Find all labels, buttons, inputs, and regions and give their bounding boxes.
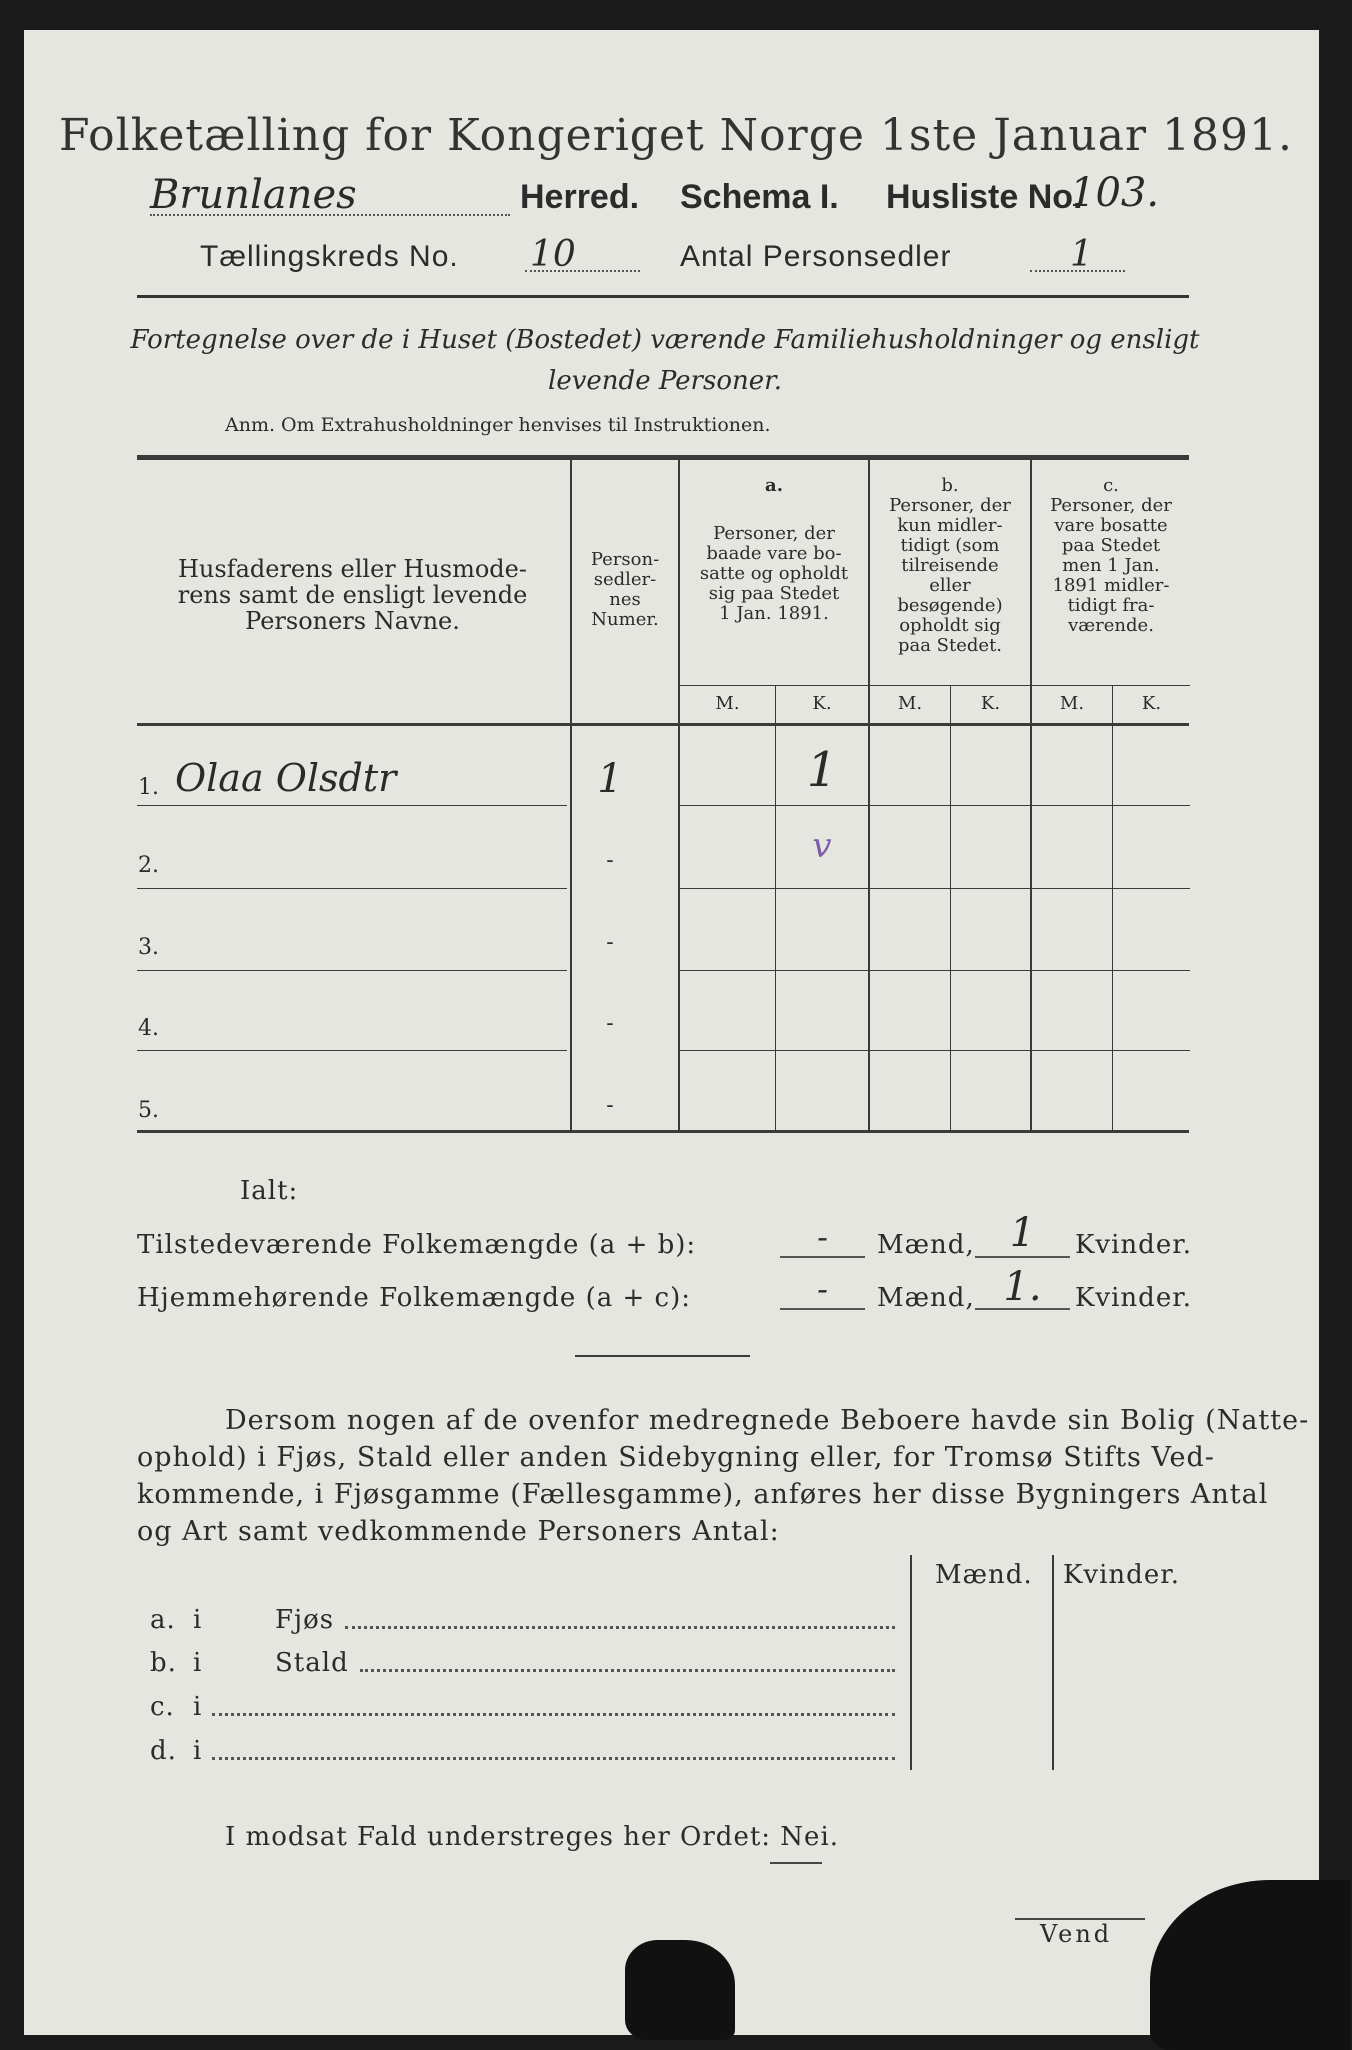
header-sedler-l2: sedler- [593,569,657,590]
tilstede-kvinder-value: 1 [1009,1210,1036,1256]
tellingskreds-value: 10 [530,234,576,275]
mk-rule [680,685,1190,686]
paragraph-l3: kommende, i Fjøsgamme (Fællesgamme), anføres her disse Bygningers Antal [137,1479,1269,1510]
col-divider-names [570,460,572,1130]
header-b-l1: Personer, der [889,495,1011,516]
row-4-sedler: - [606,1011,614,1036]
building-a-label: Fjøs [275,1605,335,1635]
buildings-maend-header: Mænd. [935,1560,1033,1590]
tilstede-kvinder-label: Kvinder. [1075,1230,1193,1260]
header-sedler-l1: Person- [590,549,660,570]
section-divider [575,1355,750,1357]
header-names-l3: Personers Navne. [245,607,460,635]
row-3-num: 3. [138,935,159,960]
mk-a-k: K. [812,693,832,714]
husliste-label: Husliste No. [886,178,1083,216]
table-bottom-rule [137,1130,1189,1133]
buildings-kvinder-header: Kvinder. [1063,1560,1181,1590]
header-names-l1: Husfaderens eller Husmode- [178,555,527,583]
form-title: Folketælling for Kongeriget Norge 1ste Januar 1891. [59,110,1293,161]
hjemme-kvinder-label: Kvinder. [1075,1283,1193,1313]
mk-c-k: K. [1141,693,1162,714]
row-1-sedler: 1 [597,756,623,802]
row-3-rule-right [680,970,1190,971]
header-c-l5: 1891 midler- [1052,575,1170,596]
building-b-dots [360,1669,895,1672]
header-c-l2: vare bosatte [1054,515,1168,536]
header-b-l5: eller [929,575,971,596]
ialt-label: Ialt: [240,1176,299,1206]
header-b-l3: tidigt (som [900,535,1000,556]
hjemme-label: Hjemmehørende Folkemængde (a + c): [137,1283,691,1313]
building-c-dots [212,1713,895,1716]
header-sedler-l3: nes [609,589,641,610]
mk-b-m: M. [897,693,923,714]
hjemme-kvinder-line [975,1308,1070,1310]
header-b-l4: tilreisende [901,555,999,576]
row-2-num: 2. [138,853,159,878]
header-rule [137,295,1189,298]
header-b-l6: besøgende) [897,595,1003,616]
mk-c-m: M. [1059,693,1085,714]
header-a-l1: Personer, der [713,523,835,544]
header-c [1032,476,1190,636]
row-1-rule-right [680,805,1190,806]
nei-underline [770,1862,822,1864]
header-c-l1: Personer, der [1050,495,1172,516]
row-5-sedler: - [606,1093,614,1118]
building-a-letter: a. [150,1605,176,1635]
tilstede-label: Tilstedeværende Folkemængde (a + b): [137,1230,697,1260]
building-b-label: Stald [275,1648,349,1678]
header-b-l7: opholdt sig [899,615,1001,636]
antal-label: Antal Personsedler [680,240,952,273]
vend-text: Vend [1040,1920,1113,1948]
header-c-letter: c. [1103,475,1119,496]
row-4-rule-right [680,1050,1190,1051]
modsat-text: I modsat Fald understreges her Ordet: Nei. [225,1822,840,1852]
tilstede-maend-line [780,1256,865,1258]
header-c-l4: men 1 Jan. [1062,555,1160,576]
husliste-value: 103. [1070,170,1160,216]
building-d-dots [212,1757,895,1760]
hjemme-maend-value: - [817,1270,828,1308]
row-2-a-k: v [812,826,832,866]
building-c-i: i [193,1692,203,1722]
row-1-rule [137,805,567,806]
intro-line1: Fortegnelse over de i Huset (Bostedet) værende Familiehusholdninger og ensligt [130,325,1200,355]
building-c-letter: c. [150,1692,175,1722]
row-5-num: 5. [138,1098,159,1123]
header-c-l6: tidigt fra- [1067,595,1155,616]
building-a-i: i [193,1605,203,1635]
row-1-name: Olaa Olsdtr [175,756,397,800]
row-4-num: 4. [138,1016,159,1041]
herred-dotline [150,214,510,216]
header-c-l7: værende. [1068,615,1154,636]
row-3-rule [137,970,567,971]
header-a [680,524,868,624]
row-4-rule [137,1050,567,1051]
herred-label: Herred. [520,178,640,216]
col-divider-b-mk [950,685,951,1130]
header-a-letter: a. [765,475,783,496]
header-a-l3: satte og opholdt [699,563,849,584]
header-sedler-l4: Numer. [591,609,659,630]
row-1-a-k: 1 [806,742,838,798]
hjemme-maend-line [780,1308,865,1310]
antal-value: 1 [1070,234,1093,275]
header-c-l3: paa Stedet [1061,535,1161,556]
building-a-dots [345,1626,895,1629]
buildings-col-divider-1 [910,1555,912,1770]
header-a-l2: baade vare bo- [706,543,842,564]
header-a-l5: 1 Jan. 1891. [719,603,829,624]
header-b-l8: paa Stedet. [897,635,1003,656]
header-names [140,556,565,634]
header-b-letter: b. [941,475,959,496]
mk-b-k: K. [980,693,1001,714]
hjemme-kvinder-value: 1. [1003,1264,1042,1310]
header-b-l2: kun midler- [897,515,1003,536]
antal-dotline [1030,270,1125,272]
building-b-letter: b. [150,1648,177,1678]
header-b [870,476,1030,656]
tellingskreds-dotline [525,270,640,272]
row-2-rule-right [680,888,1190,889]
row-3-sedler: - [606,930,614,955]
building-b-i: i [193,1648,203,1678]
header-a-l4: sig paa Stedet [708,583,840,604]
header-sedler [575,550,675,630]
col-divider-c-mk [1112,685,1113,1130]
row-2-rule [137,888,567,889]
hjemme-maend-label: Mænd, [877,1283,975,1313]
paragraph-l2: ophold) i Fjøs, Stald eller anden Sidebygning eller, for Tromsø Stifts Ved- [137,1442,1215,1473]
building-d-i: i [193,1736,203,1766]
row-1-num: 1. [138,775,159,800]
anm-note: Anm. Om Extrahusholdninger henvises til Instruktionen. [225,414,771,436]
herred-handwritten: Brunlanes [150,172,357,218]
header-names-l2: rens samt de ensligt levende [177,581,528,609]
row-2-sedler: - [606,848,614,873]
tilstede-maend-value: - [817,1218,828,1256]
buildings-col-divider-2 [1052,1555,1054,1770]
building-d-letter: d. [150,1736,177,1766]
paragraph-l4: og Art samt vedkommende Personers Antal: [137,1516,780,1547]
paragraph-l1: Dersom nogen af de ovenfor medregnede Beboere havde sin Bolig (Natte- [225,1405,1310,1436]
schema-label: Schema I. [680,178,839,216]
torn-edge-bottom [625,1940,735,2040]
tilstede-kvinder-line [975,1256,1070,1258]
tellingskreds-label: Tællingskreds No. [200,240,459,273]
intro-line2: levende Personer. [548,366,782,396]
mk-a-m: M. [715,693,740,714]
tilstede-maend-label: Mænd, [877,1230,975,1260]
